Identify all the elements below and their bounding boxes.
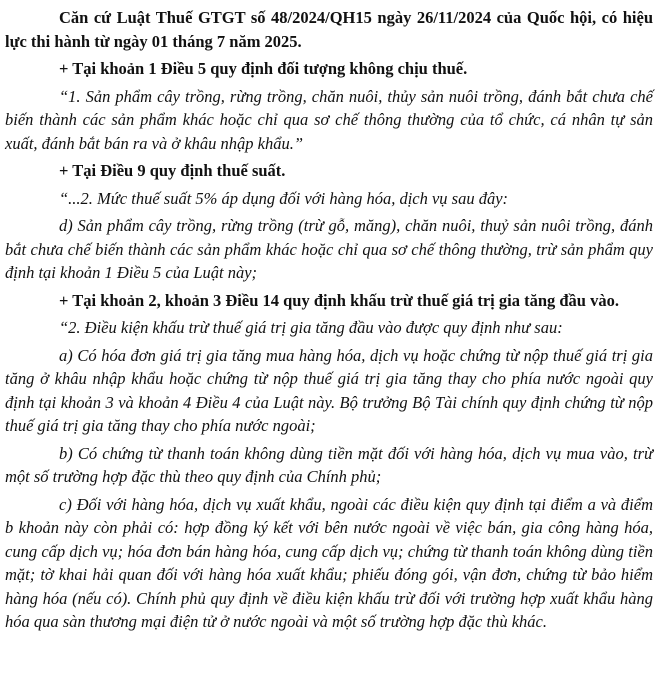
quote-article-9-d: d) Sản phẩm cây trồng, rừng trồng (trừ gỗ, măng), chăn nuôi, thuỷ sản nuôi trồng, đánh bắt chưa chế biến thành các sản phẩm khác hoặc chỉ qua sơ chế thông thường, trừ sản phẩm quy định tại khoản 1 Điều 5 của Luật này; — [5, 216, 653, 282]
heading-article-5: + Tại khoản 1 Điều 5 quy định đối tượng không chịu thuế. — [59, 59, 468, 78]
heading-article-14: + Tại khoản 2, khoản 3 Điều 14 quy định khấu trừ thuế giá trị gia tăng đầu vào. — [59, 290, 619, 310]
intro-paragraph: Căn cứ Luật Thuế GTGT số 48/2024/QH15 ngày 26/11/2024 của Quốc hội, có hiệu lực thi hành từ ngày 01 tháng 7 năm 2025. — [5, 8, 653, 51]
quote-article-9-intro: “...2. Mức thuế suất 5% áp dụng đối với hàng hóa, dịch vụ sau đây: — [59, 188, 509, 208]
heading-article-9: + Tại Điều 9 quy định thuế suất. — [59, 161, 286, 180]
quote-article-5: “1. Sản phẩm cây trồng, rừng trồng, chăn nuôi, thủy sản nuôi trồng, đánh bắt chưa chế biến thành các sản phẩm khác hoặc chỉ qua sơ chế thông thường của tổ chức, cá nhân tự sản xuất, đánh bắt bán ra và ở khâu nhập khẩu.” — [5, 86, 653, 153]
quote-article-14-a: a) Có hóa đơn giá trị gia tăng mua hàng hóa, dịch vụ hoặc chứng từ nộp thuế giá trị gia tăng ở khâu nhập khẩu hoặc chứng từ nộp thuế giá trị gia tăng thay cho phía nước ngoài quy định tại khoản 3 và khoản 4 Điều 4 của Luật này. Bộ trưởng Bộ Tài chính quy định chứng từ nộp thuế giá trị gia tăng thay cho phía nước ngoài; — [5, 345, 653, 435]
quote-article-14-intro: “2. Điều kiện khấu trừ thuế giá trị gia tăng đầu vào được quy định như sau: — [59, 318, 563, 337]
quote-article-14-c: c) Đối với hàng hóa, dịch vụ xuất khẩu, ngoài các điều kiện quy định tại điểm a và điểm b khoản này còn phải có: hợp đồng ký kết với bên nước ngoài về việc bán, gia công hàng hóa, cung cấp dịch vụ; hóa đơn bán hàng hóa, cung cấp dịch vụ; chứng từ thanh toán không dùng tiền mặt; tờ khai hải quan đối với hàng hóa xuất khẩu; phiếu đóng gói, vận đơn, chứng từ bảo hiểm hàng hóa (nếu có). Chính phủ quy định về điều kiện khấu trừ đối với trường hợp xuất khẩu hàng hóa qua sàn thương mại điện tử ở nước ngoài và một số trường hợp đặc thù khác. — [5, 494, 653, 631]
quote-article-14-b: b) Có chứng từ thanh toán không dùng tiền mặt đối với hàng hóa, dịch vụ mua vào, trừ một số trường hợp đặc thù theo quy định của Chính phủ; — [5, 443, 653, 486]
